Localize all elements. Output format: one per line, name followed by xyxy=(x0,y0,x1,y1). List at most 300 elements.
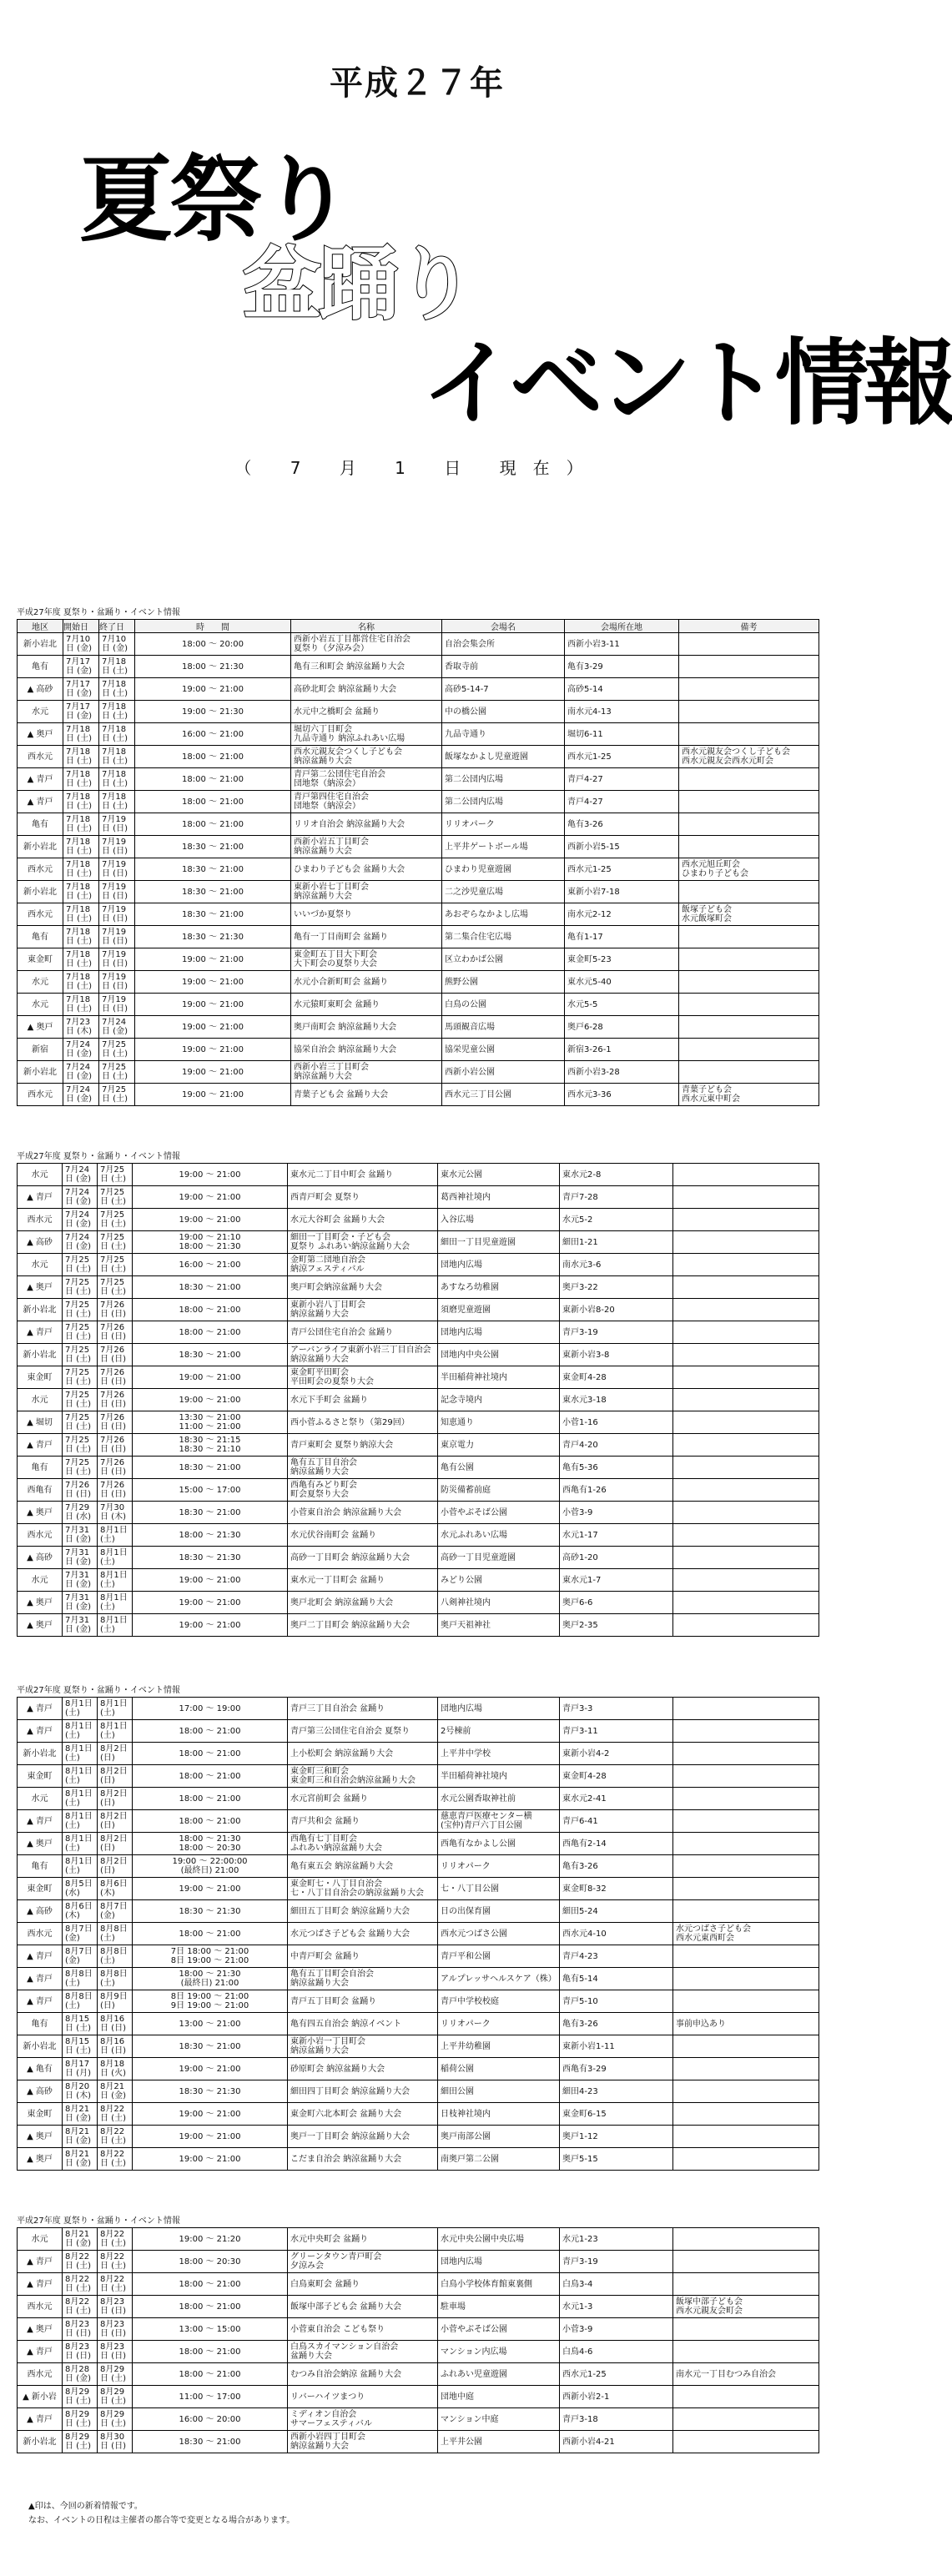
cell-time: 18:00 ～ 21:30 18:00 ～ 20:30 xyxy=(133,1833,288,1855)
cell-start: 7月25日 (土) xyxy=(63,1276,98,1299)
cell-name: 亀有五丁目町会自治会 納涼盆踊り大会 xyxy=(288,1968,438,1990)
cell-note xyxy=(673,2228,819,2251)
cell-time: 19:00 ～ 21:00 xyxy=(135,1061,291,1084)
cell-start: 7月31日 (金) xyxy=(63,1614,98,1637)
cell-addr: 青戸4-27 xyxy=(565,768,679,791)
cell-time: 19:00 ～ 22:00:00 (最終日) 21:00 xyxy=(133,1855,288,1878)
cell-time: 19:00 ～ 21:00 xyxy=(133,1878,288,1900)
cell-time: 19:00 ～ 21:00 xyxy=(133,2126,288,2148)
cell-note: 南水元一丁目むつみ自治会 xyxy=(673,2363,819,2386)
table-row xyxy=(18,1084,819,1106)
cell-area: 西水元 xyxy=(18,1084,63,1106)
cell-end: 8月1日 (土) xyxy=(98,1569,133,1592)
cell-area: ▲ 高砂 xyxy=(18,2080,63,2103)
column-header: 会場所在地 xyxy=(565,620,679,633)
as-of-date: （ 7 月 1 日 現在） xyxy=(234,458,600,478)
cell-note: 飯塚子ども会 水元飯塚町会 xyxy=(679,903,819,926)
table-row xyxy=(18,1592,819,1614)
cell-time: 19:00 ～ 21:00 xyxy=(133,1209,288,1231)
cell-area: 新小岩北 xyxy=(18,1743,63,1765)
cell-area: 水元 xyxy=(18,971,63,994)
cell-addr: 青戸4-20 xyxy=(560,1434,673,1457)
cell-note xyxy=(673,1788,819,1810)
cell-venue: 九品寺通り xyxy=(442,723,565,746)
cell-addr: 東新小岩3-8 xyxy=(560,1344,673,1366)
cell-area: ▲ 高砂 xyxy=(18,1900,63,1923)
cell-note xyxy=(673,1569,819,1592)
cell-venue: マンション中庭 xyxy=(438,2408,560,2431)
cell-start: 7月18日 (土) xyxy=(63,746,99,768)
cell-end: 7月26日 (日) xyxy=(98,1434,133,1457)
cell-note xyxy=(673,1810,819,1833)
cell-name: 亀有一丁目南町会 盆踊り xyxy=(291,926,442,948)
cell-start: 7月23日 (木) xyxy=(63,1016,99,1039)
table-row xyxy=(18,2363,819,2386)
cell-venue: 馬頭観音広場 xyxy=(442,1016,565,1039)
cell-note xyxy=(673,2251,819,2273)
cell-end: 7月25日 (土) xyxy=(98,1276,133,1299)
cell-note xyxy=(679,678,819,701)
cell-time: 18:30 ～ 21:00 xyxy=(133,2431,288,2453)
table-row xyxy=(18,1164,819,1186)
cell-area: 新宿 xyxy=(18,1039,63,1061)
cell-addr: 水元1-17 xyxy=(560,1524,673,1547)
cell-area: 亀有 xyxy=(18,2013,63,2035)
cell-area: ▲ 青戸 xyxy=(18,2251,63,2273)
table-row xyxy=(18,1231,819,1254)
cell-end: 8月1日 (土) xyxy=(98,1547,133,1569)
table-row xyxy=(18,1788,819,1810)
cell-area: 西水元 xyxy=(18,2363,63,2386)
cell-start: 8月28日 (金) xyxy=(63,2363,98,2386)
cell-addr: 奥戸6-28 xyxy=(565,1016,679,1039)
cell-name: 小菅東自治会 納涼盆踊り大会 xyxy=(288,1502,438,1524)
cell-venue: 奥戸天祖神社 xyxy=(438,1614,560,1637)
cell-end: 7月18日 (土) xyxy=(99,768,135,791)
table-row xyxy=(18,1990,819,2013)
cell-end: 8月21日 (金) xyxy=(98,2080,133,2103)
table-row xyxy=(18,723,819,746)
cell-name: 奥戸一丁目町会 納涼盆踊り大会 xyxy=(288,2126,438,2148)
cell-name: リバーハイツまつり xyxy=(288,2386,438,2408)
cell-addr: 西新小岩2-1 xyxy=(560,2386,673,2408)
cell-time: 18:00 ～ 21:00 xyxy=(133,1810,288,1833)
cell-note xyxy=(673,1945,819,1968)
cell-venue: リリオパーク xyxy=(438,1855,560,1878)
table-row xyxy=(18,2386,819,2408)
cell-note xyxy=(673,1209,819,1231)
cell-addr: 南水元3-6 xyxy=(560,1254,673,1276)
cell-time: 19:00 ～ 21:00 xyxy=(135,1039,291,1061)
cell-name: 青戸五丁目町会 盆踊り xyxy=(288,1990,438,2013)
table-row xyxy=(18,1457,819,1479)
table-row xyxy=(18,1720,819,1743)
cell-time: 16:00 ～ 21:00 xyxy=(133,1254,288,1276)
cell-time: 19:00 ～ 21:00 xyxy=(133,2103,288,2126)
cell-name: 東金町七・八丁目自治会 七・八丁目自治会の納涼盆踊り大会 xyxy=(288,1878,438,1900)
cell-name: 水元伏谷南町会 盆踊り xyxy=(288,1524,438,1547)
table-header-row xyxy=(18,620,819,633)
cell-end: 7月19日 (日) xyxy=(99,836,135,858)
cell-area: ▲ 高砂 xyxy=(18,1547,63,1569)
cell-start: 7月25日 (土) xyxy=(63,1411,98,1434)
cell-note xyxy=(679,1039,819,1061)
cell-area: 西水元 xyxy=(18,858,63,881)
cell-area: 東金町 xyxy=(18,1878,63,1900)
cell-start: 7月18日 (土) xyxy=(63,926,99,948)
cell-end: 8月8日 (土) xyxy=(98,1968,133,1990)
cell-area: ▲ 青戸 xyxy=(18,2408,63,2431)
cell-start: 7月18日 (土) xyxy=(63,948,99,971)
table-row xyxy=(18,633,819,656)
cell-area: ▲ 青戸 xyxy=(18,1698,63,1720)
cell-name: アーバンライフ東新小岩三丁目自治会 納涼盆踊り大会 xyxy=(288,1344,438,1366)
cell-name: 飯塚中部子ども会 盆踊り大会 xyxy=(288,2296,438,2318)
cell-time: 18:00 ～ 21:30 (最終日) 21:00 xyxy=(133,1968,288,1990)
cell-time: 16:00 ～ 21:00 xyxy=(135,723,291,746)
cell-start: 8月21日 (金) xyxy=(63,2228,98,2251)
cell-start: 8月17日 (月) xyxy=(63,2058,98,2080)
table-row xyxy=(18,2273,819,2296)
cell-start: 7月18日 (土) xyxy=(63,813,99,836)
cell-name: 亀有五丁目自治会 納涼盆踊り大会 xyxy=(288,1457,438,1479)
cell-note xyxy=(679,926,819,948)
cell-area: ▲ 奥戸 xyxy=(18,1614,63,1637)
cell-note xyxy=(673,1900,819,1923)
cell-addr: 東水元5-40 xyxy=(565,971,679,994)
cell-name: 西小菅ふるさと祭り（第29回） xyxy=(288,1411,438,1434)
cell-note xyxy=(673,1743,819,1765)
cell-start: 7月17日 (金) xyxy=(63,678,99,701)
cell-name: 協栄自治会 納涼盆踊り大会 xyxy=(291,1039,442,1061)
cell-venue: 青戸平和公園 xyxy=(438,1945,560,1968)
cell-addr: 青戸3-11 xyxy=(560,1720,673,1743)
cell-note xyxy=(673,1592,819,1614)
cell-start: 7月31日 (金) xyxy=(63,1569,98,1592)
cell-name: ミディオン自治会 サマーフェスティバル xyxy=(288,2408,438,2431)
cell-time: 18:00 ～ 20:30 xyxy=(133,2251,288,2273)
title-year: 平成２７年 xyxy=(330,64,505,103)
cell-venue: 西水元三丁目公園 xyxy=(442,1084,565,1106)
column-header: 名称 xyxy=(291,620,442,633)
cell-note xyxy=(673,2408,819,2431)
cell-time: 8日 19:00 ～ 21:00 9日 19:00 ～ 21:00 xyxy=(133,1990,288,2013)
cell-addr: 亀有3-26 xyxy=(565,813,679,836)
cell-end: 7月25日 (土) xyxy=(98,1231,133,1254)
title-summer-festival: 夏祭り xyxy=(79,146,350,254)
table-row xyxy=(18,881,819,903)
cell-note xyxy=(673,1833,819,1855)
cell-note xyxy=(679,948,819,971)
cell-start: 7月25日 (土) xyxy=(63,1389,98,1411)
cell-area: 西水元 xyxy=(18,1923,63,1945)
table-row xyxy=(18,1061,819,1084)
cell-note xyxy=(673,1855,819,1878)
cell-note: 事前申込あり xyxy=(673,2013,819,2035)
cell-area: 水元 xyxy=(18,1788,63,1810)
cell-venue: 七・八丁目公園 xyxy=(438,1878,560,1900)
cell-addr: 新宿3-26-1 xyxy=(565,1039,679,1061)
cell-venue: 団地中庭 xyxy=(438,2386,560,2408)
cell-name: 水元下手町会 盆踊り xyxy=(288,1389,438,1411)
table-row xyxy=(18,858,819,881)
cell-start: 8月8日 (土) xyxy=(63,1990,98,2013)
event-table xyxy=(17,619,819,1106)
cell-time: 19:00 ～ 21:00 xyxy=(133,1164,288,1186)
cell-addr: 亀有1-17 xyxy=(565,926,679,948)
cell-note xyxy=(673,2126,819,2148)
cell-area: 東金町 xyxy=(18,948,63,971)
cell-addr: 青戸5-10 xyxy=(560,1990,673,2013)
cell-time: 18:00 ～ 21:00 xyxy=(133,1765,288,1788)
cell-area: 水元 xyxy=(18,1389,63,1411)
cell-venue: 青戸中学校校庭 xyxy=(438,1990,560,2013)
cell-time: 18:00 ～ 20:00 xyxy=(135,633,291,656)
cell-addr: 小菅3-9 xyxy=(560,1502,673,1524)
cell-end: 7月25日 (土) xyxy=(98,1254,133,1276)
cell-note xyxy=(679,836,819,858)
cell-name: いいづか夏祭り xyxy=(291,903,442,926)
cell-start: 8月1日 (土) xyxy=(63,1788,98,1810)
cell-time: 18:00 ～ 21:00 xyxy=(133,1788,288,1810)
cell-venue: 西新小岩公園 xyxy=(442,1061,565,1084)
cell-note xyxy=(673,1968,819,1990)
cell-addr: 白鳥4-6 xyxy=(560,2341,673,2363)
table-row xyxy=(18,1321,819,1344)
table-row xyxy=(18,2126,819,2148)
cell-time: 18:30 ～ 21:00 xyxy=(133,1344,288,1366)
cell-venue: 奥戸南部公園 xyxy=(438,2126,560,2148)
cell-name: 西水元親友会つくし子ども会 納涼盆踊り大会 xyxy=(291,746,442,768)
cell-name: むつみ自治会納涼 盆踊り大会 xyxy=(288,2363,438,2386)
cell-start: 8月21日 (金) xyxy=(63,2103,98,2126)
cell-start: 7月25日 (土) xyxy=(63,1366,98,1389)
cell-end: 7月26日 (日) xyxy=(98,1344,133,1366)
cell-addr: 奥戸3-22 xyxy=(560,1276,673,1299)
cell-start: 7月24日 (金) xyxy=(63,1039,99,1061)
cell-start: 7月18日 (土) xyxy=(63,971,99,994)
cell-start: 7月18日 (土) xyxy=(63,881,99,903)
cell-time: 19:00 ～ 21:00 xyxy=(133,1614,288,1637)
cell-end: 8月2日 (日) xyxy=(98,1833,133,1855)
cell-end: 8月22日 (土) xyxy=(98,2103,133,2126)
cell-end: 8月2日 (日) xyxy=(98,1743,133,1765)
cell-start: 8月29日 (土) xyxy=(63,2431,98,2453)
cell-start: 7月31日 (金) xyxy=(63,1524,98,1547)
cell-venue: 高砂5-14-7 xyxy=(442,678,565,701)
cell-note xyxy=(673,1720,819,1743)
cell-time: 19:00 ～ 21:00 xyxy=(133,1389,288,1411)
cell-time: 16:00 ～ 20:00 xyxy=(133,2408,288,2431)
table-row xyxy=(18,1833,819,1855)
cell-addr: 水元1-23 xyxy=(560,2228,673,2251)
event-section-2 xyxy=(17,1151,819,1637)
cell-start: 8月23日 (日) xyxy=(63,2318,98,2341)
cell-note xyxy=(673,1547,819,1569)
event-table xyxy=(17,1163,819,1637)
cell-end: 8月16日 (日) xyxy=(98,2013,133,2035)
cell-end: 8月22日 (土) xyxy=(98,2251,133,2273)
cell-time: 19:00 ～ 21:00 xyxy=(133,1366,288,1389)
cell-note xyxy=(679,701,819,723)
cell-venue: 香取寺前 xyxy=(442,656,565,678)
cell-time: 19:00 ～ 21:00 xyxy=(133,2058,288,2080)
cell-addr: 東金町8-32 xyxy=(560,1878,673,1900)
section-caption: 平成27年度 夏祭り・盆踊り・イベント情報 xyxy=(17,2216,180,2226)
cell-name: 青戸公団住宅自治会 盆踊り xyxy=(288,1321,438,1344)
cell-end: 8月29日 (土) xyxy=(98,2363,133,2386)
cell-note xyxy=(673,1698,819,1720)
cell-end: 7月26日 (日) xyxy=(98,1411,133,1434)
cell-start: 7月10日 (金) xyxy=(63,633,99,656)
cell-venue: 駐車場 xyxy=(438,2296,560,2318)
cell-venue: 東水元公園 xyxy=(438,1164,560,1186)
cell-area: 水元 xyxy=(18,994,63,1016)
cell-time: 19:00 ～ 21:00 xyxy=(135,1016,291,1039)
cell-venue: 上平井ゲートボール場 xyxy=(442,836,565,858)
cell-end: 7月24日 (金) xyxy=(99,1016,135,1039)
cell-venue: 第二集合住宅広場 xyxy=(442,926,565,948)
table-row xyxy=(18,1810,819,1833)
cell-note xyxy=(673,1434,819,1457)
cell-start: 7月24日 (金) xyxy=(63,1061,99,1084)
cell-area: ▲ 青戸 xyxy=(18,1968,63,1990)
cell-start: 8月7日 (金) xyxy=(63,1923,98,1945)
table-row xyxy=(18,2431,819,2453)
cell-start: 7月25日 (土) xyxy=(63,1434,98,1457)
cell-start: 7月17日 (金) xyxy=(63,656,99,678)
cell-venue: 日の出保育園 xyxy=(438,1900,560,1923)
table-row xyxy=(18,678,819,701)
cell-venue: 記念寺境内 xyxy=(438,1389,560,1411)
cell-start: 7月25日 (土) xyxy=(63,1299,98,1321)
cell-end: 7月30日 (木) xyxy=(98,1502,133,1524)
cell-venue: 第二公団内広場 xyxy=(442,791,565,813)
cell-addr: 西亀有1-26 xyxy=(560,1479,673,1502)
cell-time: 18:30 ～ 21:00 xyxy=(135,881,291,903)
cell-time: 18:30 ～ 21:15 18:30 ～ 21:10 xyxy=(133,1434,288,1457)
cell-venue: 東京電力 xyxy=(438,1434,560,1457)
cell-venue: 南奥戸第二公園 xyxy=(438,2148,560,2171)
cell-end: 7月19日 (日) xyxy=(99,971,135,994)
cell-note xyxy=(673,2273,819,2296)
cell-end: 7月26日 (日) xyxy=(98,1457,133,1479)
cell-note xyxy=(673,1990,819,2013)
cell-addr: 南水元2-12 xyxy=(565,903,679,926)
cell-venue: 細田公園 xyxy=(438,2080,560,2103)
table-row xyxy=(18,1366,819,1389)
cell-end: 7月18日 (土) xyxy=(99,678,135,701)
cell-start: 7月18日 (土) xyxy=(63,791,99,813)
cell-end: 8月29日 (土) xyxy=(98,2408,133,2431)
cell-addr: 高砂1-20 xyxy=(560,1547,673,1569)
cell-time: 15:00 ～ 17:00 xyxy=(133,1479,288,1502)
cell-end: 7月19日 (日) xyxy=(99,813,135,836)
cell-name: 東水元二丁目中町会 盆踊り xyxy=(288,1164,438,1186)
cell-start: 8月22日 (土) xyxy=(63,2251,98,2273)
cell-start: 7月25日 (土) xyxy=(63,1344,98,1366)
cell-venue: あおぞらなかよし広場 xyxy=(442,903,565,926)
cell-end: 7月18日 (土) xyxy=(99,746,135,768)
column-header: 開始日 xyxy=(63,620,99,633)
table-row xyxy=(18,791,819,813)
cell-name: 奥戸南町会 納涼盆踊り大会 xyxy=(291,1016,442,1039)
cell-time: 18:00 ～ 21:00 xyxy=(133,1299,288,1321)
cell-time: 17:00 ～ 19:00 xyxy=(133,1698,288,1720)
cell-addr: 水元5-2 xyxy=(560,1209,673,1231)
cell-time: 18:30 ～ 21:00 xyxy=(135,903,291,926)
table-row xyxy=(18,1254,819,1276)
cell-end: 8月22日 (土) xyxy=(98,2228,133,2251)
cell-name: こだま自治会 納涼盆踊り大会 xyxy=(288,2148,438,2171)
cell-note xyxy=(673,1366,819,1389)
cell-addr: 高砂5-14 xyxy=(565,678,679,701)
cell-time: 19:00 ～ 21:00 xyxy=(133,2148,288,2171)
table-row xyxy=(18,1299,819,1321)
table-row xyxy=(18,2296,819,2318)
cell-note xyxy=(679,768,819,791)
cell-venue: マンション内広場 xyxy=(438,2341,560,2363)
column-header: 時 間 xyxy=(135,620,291,633)
cell-area: ▲ 青戸 xyxy=(18,768,63,791)
event-table xyxy=(17,2227,819,2453)
cell-note xyxy=(673,1502,819,1524)
cell-end: 7月19日 (日) xyxy=(99,903,135,926)
cell-note xyxy=(679,881,819,903)
column-header: 会場名 xyxy=(442,620,565,633)
table-row xyxy=(18,746,819,768)
cell-area: 亀有 xyxy=(18,926,63,948)
cell-end: 7月26日 (日) xyxy=(98,1321,133,1344)
table-row xyxy=(18,1479,819,1502)
cell-name: 堀切六丁目町会 九品寺通り 納涼ふれあい広場 xyxy=(291,723,442,746)
cell-name: 青葉子ども会 盆踊り大会 xyxy=(291,1084,442,1106)
section-caption: 平成27年度 夏祭り・盆踊り・イベント情報 xyxy=(17,608,180,617)
cell-venue: 上平井中学校 xyxy=(438,1743,560,1765)
cell-name: 東金町平田町会 平田町会の夏祭り大会 xyxy=(288,1366,438,1389)
cell-name: リリオ自治会 納涼盆踊り大会 xyxy=(291,813,442,836)
cell-end: 7月26日 (日) xyxy=(98,1389,133,1411)
table-row xyxy=(18,2103,819,2126)
table-row xyxy=(18,1389,819,1411)
cell-note xyxy=(673,2058,819,2080)
cell-note xyxy=(673,1524,819,1547)
table-row xyxy=(18,2058,819,2080)
table-row xyxy=(18,994,819,1016)
cell-addr: 西水元4-10 xyxy=(560,1923,673,1945)
cell-addr: 東金町6-15 xyxy=(560,2103,673,2126)
cell-note xyxy=(673,1765,819,1788)
cell-area: ▲ 奥戸 xyxy=(18,2126,63,2148)
cell-addr: 細田5-24 xyxy=(560,1900,673,1923)
cell-area: 東金町 xyxy=(18,1366,63,1389)
cell-end: 7月19日 (日) xyxy=(99,858,135,881)
cell-end: 8月2日 (日) xyxy=(98,1810,133,1833)
cell-note xyxy=(673,2080,819,2103)
cell-end: 7月25日 (土) xyxy=(98,1164,133,1186)
cell-addr: 西水元1-25 xyxy=(565,746,679,768)
cell-note: 飯塚中部子ども会 西水元親友会町会 xyxy=(673,2296,819,2318)
cell-end: 8月8日 (土) xyxy=(98,1945,133,1968)
event-section-1 xyxy=(17,607,819,1106)
cell-name: 青戸第三公団住宅自治会 夏祭り xyxy=(288,1720,438,1743)
cell-addr: 東金町4-28 xyxy=(560,1366,673,1389)
cell-end: 7月18日 (土) xyxy=(99,723,135,746)
table-row xyxy=(18,1923,819,1945)
cell-venue: 団地内広場 xyxy=(438,1698,560,1720)
cell-start: 7月18日 (土) xyxy=(63,858,99,881)
cell-end: 8月23日 (日) xyxy=(98,2318,133,2341)
